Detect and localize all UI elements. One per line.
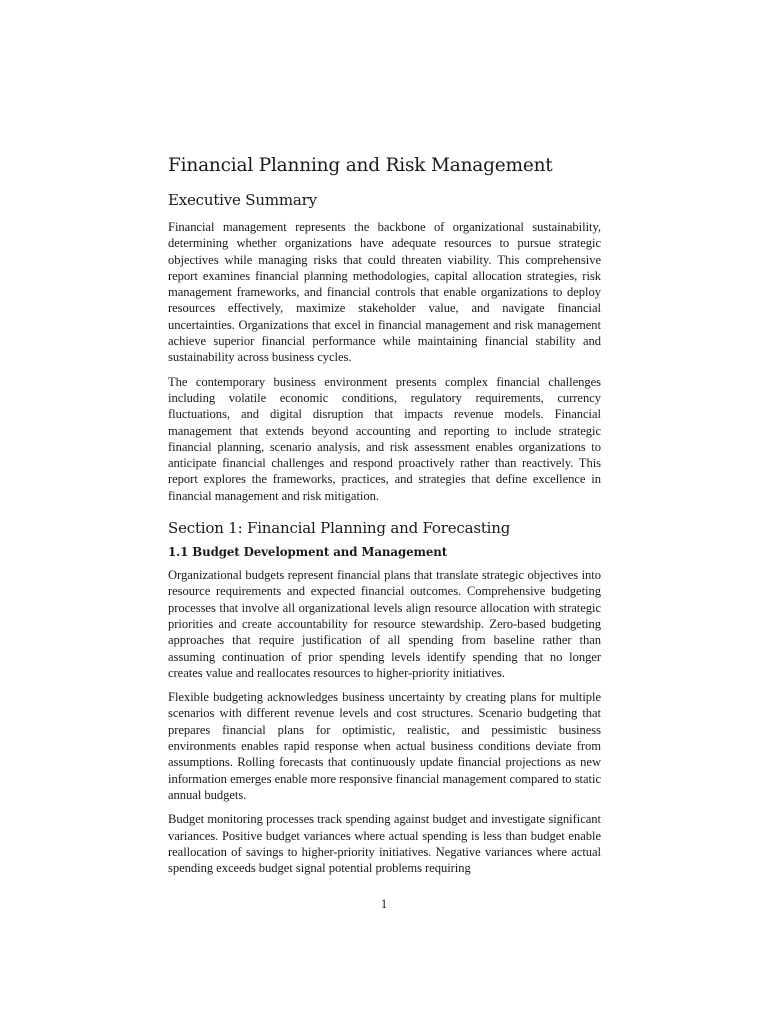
subsection-paragraph-2: Flexible budgeting acknowledges business uncertainty by creating plans for multiple scenarios with different revenue levels and cost structures. Scenario budgeting that prepares financial plans for optimistic, realistic, and pessimistic business environments enables rapid response when actual business conditions deviate from assumptions. Rolling forecasts that continuously update financial projections as new information emerges enable more responsive financial management compared to static annual budgets. — [168, 690, 601, 802]
executive-summary-heading: Executive Summary — [168, 191, 317, 209]
document-page — [168, 152, 601, 884]
section-1-heading: Section 1: Financial Planning and Forecasting — [168, 519, 511, 538]
document-title: Financial Planning and Risk Management — [168, 155, 553, 176]
page-number: 1 — [380, 897, 388, 911]
subsection-paragraph-3: Budget monitoring processes track spending against budget and investigate significant variances. Positive budget variances where actual spending is less than budget enable reallocation of savings to higher-priority initiatives. Negative variances where actual spending exceeds budget signal potential problems requiring — [168, 812, 601, 876]
executive-summary-paragraph-1: Financial management represents the backbone of organizational sustainability, determining whether organizations have adequate resources to pursue strategic objectives while managing risks that could threaten viability. This comprehensive report examines financial planning methodologies, capital allocation strategies, risk management frameworks, and financial controls that enable organizations to deploy resources effectively, maximize stakeholder value, and navigate financial uncertainties. Organizations that excel in financial management and risk management achieve superior financial performance while maintaining financial stability and sustainability across business cycles. — [168, 220, 601, 365]
subsection-1-1-heading: 1.1 Budget Development and Management — [168, 545, 448, 560]
subsection-paragraph-1: Organizational budgets represent financial plans that translate strategic objectives into resource requirements and expected financial outcomes. Comprehensive budgeting processes that involve all organizational levels align resource allocation with strategic priorities and create accountability for resource stewardship. Zero-based budgeting approaches that require justification of all spending from baseline rather than assuming continuation of prior spending levels identify spending that no longer creates value and reallocates resources to higher-priority initiatives. — [168, 568, 601, 680]
executive-summary-paragraph-2: The contemporary business environment presents complex financial challenges including volatile economic conditions, regulatory requirements, currency fluctuations, and digital disruption that impacts revenue models. Financial management that extends beyond accounting and reporting to include strategic financial planning, scenario analysis, and risk assessment enables organizations to anticipate financial challenges and respond proactively rather than reactively. This report explores the frameworks, practices, and strategies that define excellence in financial management and risk mitigation. — [168, 374, 601, 503]
